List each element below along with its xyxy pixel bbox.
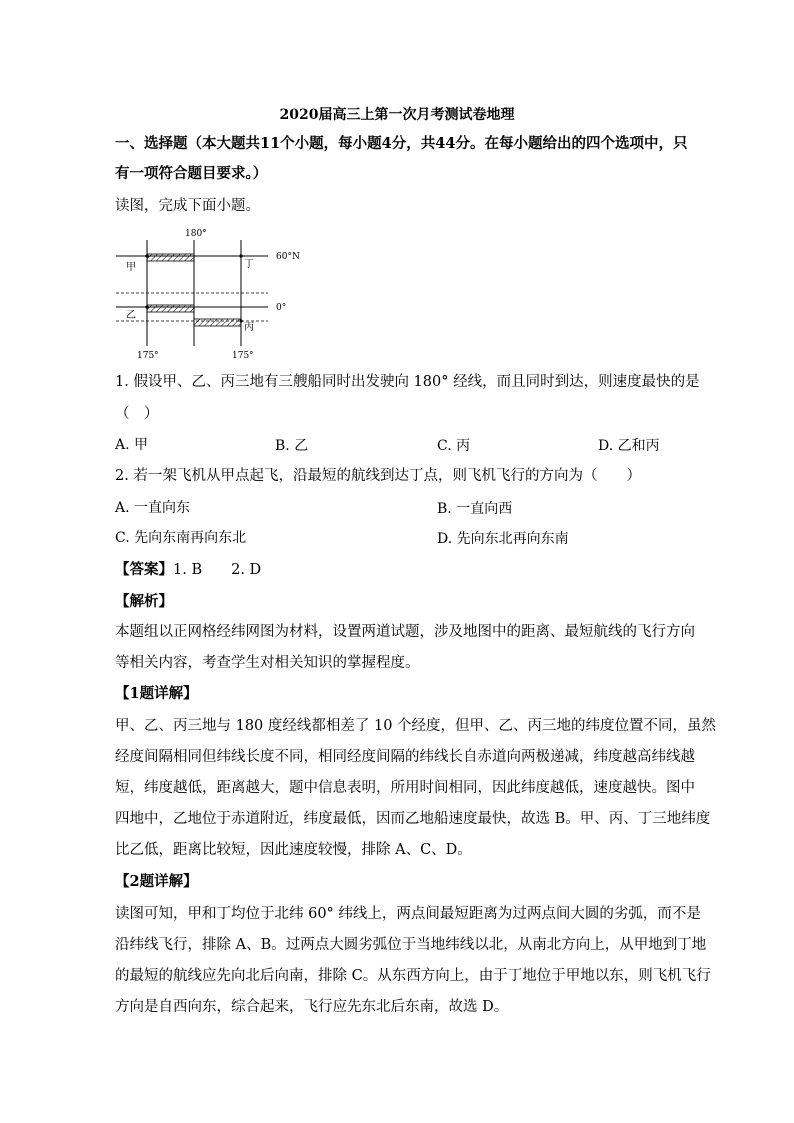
detail-1-line-4: 四地中，乙地位于赤道附近，纬度最低，因而乙地船速度最快，故选 B。甲、丙、丁三地纬度: [115, 811, 711, 827]
question-2-option-a: A. 一直向东: [115, 500, 191, 516]
question-1-option-c: C. 丙: [437, 438, 471, 454]
question-2-option-b: B. 一直向西: [437, 501, 513, 517]
label-175-right: 175°: [232, 351, 254, 361]
segment-yi: [147, 305, 194, 312]
question-2-option-c: C. 先向东南再向东北: [115, 530, 247, 546]
answer-text: 1. B 2. D: [173, 562, 262, 578]
section-header-line-1: 一、选择题（本大题共11个小题，每小题4分，共44分。在每小题给出的四个选项中，只: [115, 135, 688, 152]
label-bing: 丙: [244, 322, 254, 333]
detail-2-header: 【2题详解】: [115, 873, 198, 890]
question-1-option-b: B. 乙: [275, 438, 309, 454]
point-ding: [239, 254, 242, 257]
point-bing: [239, 319, 242, 322]
segment-bing: [194, 319, 241, 326]
detail-2-line-3: 的最短的航线应先向北后向南，排除 C。从东西方向上，由于丁地位于甲地以东，则飞机飞行: [115, 968, 711, 984]
label-ding: 丁: [244, 259, 254, 270]
detail-2-line-1: 读图可知，甲和丁均位于北纬 60° 纬线上，两点间最短距离为过两点间大圆的劣弧，而不是: [115, 906, 701, 922]
question-1-option-a: A. 甲: [115, 437, 149, 453]
question-1-stem: 1. 假设甲、乙、丙三地有三艘船同时出发驶向 180° 经线，而且同时到达，则速度最快的是: [115, 374, 700, 390]
detail-1-header: 【1题详解】: [115, 685, 198, 702]
question-1-blank: （ ）: [115, 406, 159, 422]
detail-1-line-5: 比乙低，距离比较短，因此速度较慢，排除 A、C、D。: [115, 842, 472, 858]
answer-row: [115, 560, 261, 580]
answer-label: 【答案】: [115, 561, 173, 578]
label-175-left: 175°: [137, 351, 159, 361]
intro-text: 读图，完成下面小题。: [115, 198, 260, 214]
graticule-figure: [110, 222, 310, 362]
label-jia: 甲: [126, 262, 136, 273]
label-yi: 乙: [126, 310, 136, 321]
detail-1-line-1: 甲、乙、丙三地与 180 度经线都相差了 10 个经度，但甲、乙、丙三地的纬度位置不同，虽然: [115, 718, 717, 734]
segment-jia: [147, 254, 194, 261]
question-1-option-d: D. 乙和丙: [598, 438, 660, 454]
label-60n: 60°N: [276, 252, 300, 262]
question-2-option-d: D. 先向东北再向东南: [437, 531, 569, 547]
detail-1-line-3: 短，纬度越低，距离越大，题中信息表明，所用时间相同，因此纬度越低，速度越快。图中: [115, 780, 695, 796]
point-jia: [145, 254, 148, 257]
analysis-header: 【解析】: [115, 593, 173, 610]
section-header-line-2: 有一项符合题目要求。）: [115, 165, 268, 182]
point-yi: [145, 305, 148, 308]
detail-1-line-2: 经度间隔相同但纬线长度不同，相同经度间隔的纬线长自赤道向两极递减，纬度越高纬线越: [115, 749, 695, 765]
label-180: 180°: [185, 229, 207, 239]
analysis-line-1: 本题组以正网格经纬网图为材料，设置两道试题，涉及地图中的距离、最短航线的飞行方向: [115, 624, 695, 640]
detail-2-line-4: 方向是自西向东，综合起来，飞行应先东北后东南，故选 D。: [115, 999, 509, 1015]
analysis-line-2: 等相关内容，考查学生对相关知识的掌握程度。: [115, 655, 420, 671]
detail-2-line-2: 沿纬线飞行，排除 A、B。过两点大圆劣弧位于当地纬线以北，从南北方向上，从甲地到丁地: [115, 937, 707, 953]
page-title: 2020届高三上第一次月考测试卷地理: [279, 107, 515, 123]
label-equator: 0°: [276, 303, 287, 313]
question-2-stem: 2. 若一架飞机从甲点起飞，沿最短的航线到达丁点，则飞机飞行的方向为（ ）: [115, 468, 641, 484]
